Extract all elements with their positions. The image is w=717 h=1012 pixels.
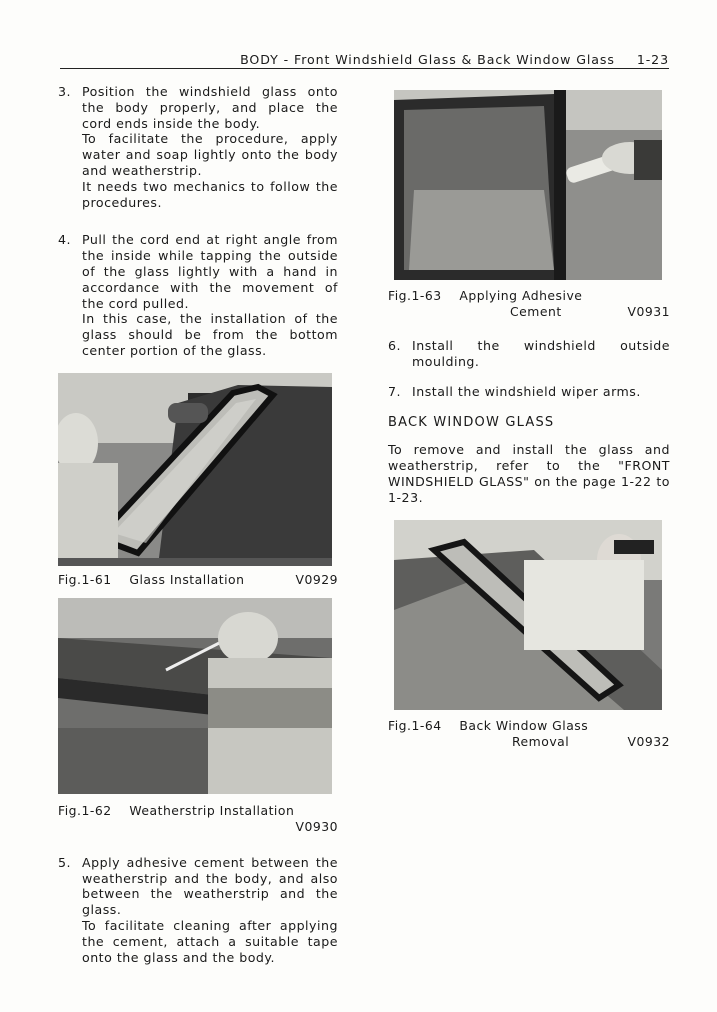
- left-column: [58, 84, 338, 979]
- photo-back-window-glass-removal: [394, 520, 662, 710]
- photo-applying-adhesive-cement: [394, 90, 662, 280]
- page-number: 1-23: [636, 52, 669, 67]
- figure-code-line: [58, 819, 338, 835]
- figure-title: Back Window Glass: [459, 718, 589, 734]
- section-heading: BACK WINDOW GLASS: [388, 415, 555, 431]
- figure-code: V0932: [627, 734, 670, 750]
- figure-caption-1-64: [388, 718, 670, 734]
- figure-label: Fig.1-61: [58, 571, 112, 587]
- step-7: [388, 384, 670, 400]
- figure-caption-1-64-line2: [388, 734, 670, 750]
- step-number: 3.: [58, 84, 72, 99]
- step-text: Pull the cord end at right angle from the inside while tapping the outside of the glass lightly with a hand in accordance with the movement of the cord pulled.: [82, 232, 338, 311]
- figure-label: Fig.1-62: [58, 802, 112, 818]
- figure-caption-1-63-line2: [388, 304, 670, 320]
- step-number: 7.: [388, 383, 402, 399]
- step-text: To facilitate the procedure, apply water and soap lightly onto the body and weatherstrip.: [82, 131, 338, 178]
- figure-title: Applying Adhesive: [459, 288, 583, 303]
- figure-code: V0929: [295, 571, 338, 587]
- figure-caption-1-61: [58, 572, 338, 588]
- step-5: [58, 855, 338, 966]
- step-number: 5.: [58, 854, 72, 870]
- step-3: [58, 84, 338, 210]
- step-text: In this case, the installation of the glass should be from the bottom center portion of the glass.: [82, 311, 338, 358]
- step-text: Install the windshield outside moulding.: [412, 338, 670, 369]
- photo-glass-installation: [58, 373, 332, 566]
- step-text: Apply adhesive cement between the weatherstrip and the body, and also between the weatherstrip and the glass.: [82, 854, 338, 918]
- figure-caption-1-63: [388, 288, 670, 304]
- right-column: [388, 90, 670, 750]
- step-number: 4.: [58, 232, 72, 248]
- figure-code: V0930: [295, 818, 338, 834]
- step-4: [58, 232, 338, 358]
- figure-title-cont: Removal: [512, 734, 570, 750]
- step-number: 6.: [388, 338, 402, 353]
- step-text: It needs two mechanics to follow the procedures.: [82, 178, 338, 210]
- figure-label: Fig.1-64: [388, 718, 442, 734]
- figure-label: Fig.1-63: [388, 288, 442, 303]
- step-text: To facilitate cleaning after applying the cement, attach a suitable tape onto the glass and the body.: [82, 917, 338, 965]
- figure-title-cont: Cement: [510, 304, 562, 319]
- figure-title: Glass Installation: [129, 571, 245, 587]
- photo-weatherstrip-installation: [58, 598, 332, 794]
- figure-code: V0931: [627, 304, 670, 319]
- step-text: Position the windshield glass onto the body properly, and place the cord ends inside the body.: [82, 84, 338, 131]
- header-title: BODY - Front Windshield Glass & Back Window Glass: [240, 52, 615, 67]
- section-paragraph: To remove and install the glass and weatherstrip, refer to the "FRONT WINDSHIELD GLASS" on the page 1-22 to 1-23.: [388, 442, 670, 506]
- step-6: [388, 338, 670, 370]
- figure-title: Weatherstrip Installation: [129, 802, 295, 818]
- page-header: [60, 52, 669, 69]
- figure-caption-1-62: [58, 803, 338, 819]
- step-text: Install the windshield wiper arms.: [412, 383, 641, 399]
